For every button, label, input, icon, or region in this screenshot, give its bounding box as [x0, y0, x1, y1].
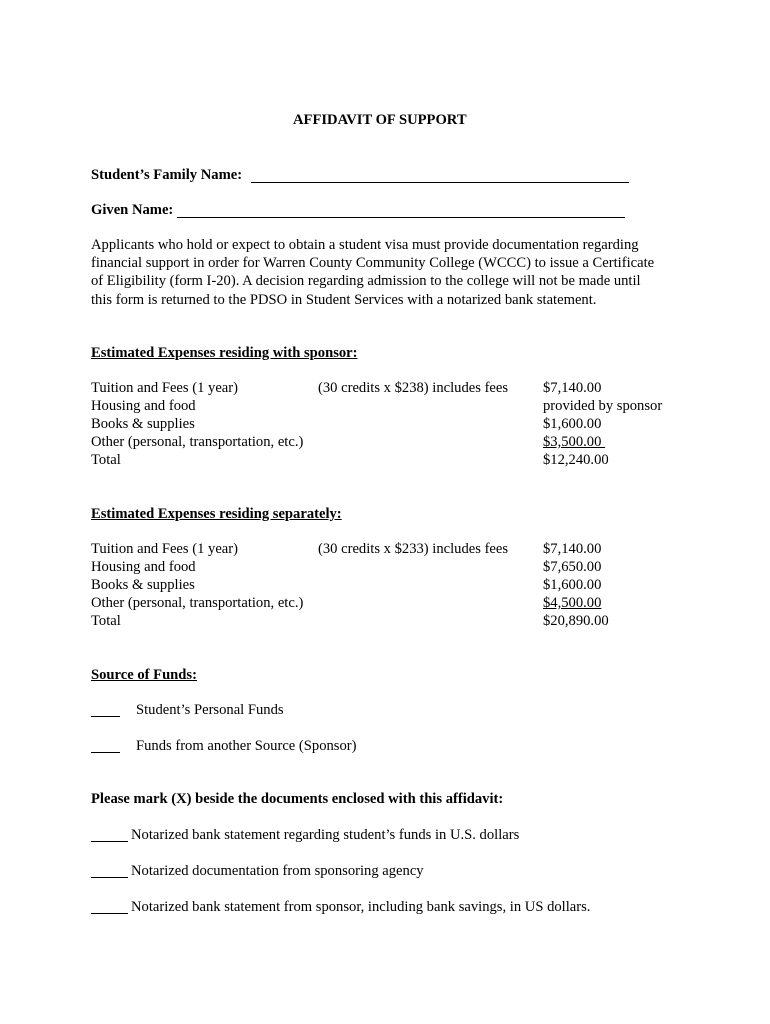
family-name-field[interactable] — [251, 182, 629, 183]
document-mark-field[interactable] — [91, 841, 128, 842]
expense-amount: $4,500.00 — [543, 595, 602, 611]
page-title: AFFIDAVIT OF SUPPORT — [293, 112, 467, 128]
expense-amount: $7,140.00 — [543, 380, 602, 396]
expense-note: (30 credits x $233) includes fees — [318, 541, 509, 557]
expense-amount: $1,600.00 — [543, 416, 602, 432]
intro-line: Applicants who hold or expect to obtain a student visa must provide documentation regarding — [91, 237, 639, 253]
document-item: Notarized bank statement from sponsor, including bank savings, in US dollars. — [131, 899, 591, 915]
family-name-label: Student’s Family Name: — [91, 167, 243, 183]
document-mark-field[interactable] — [91, 913, 128, 914]
expense-item: Total — [91, 452, 121, 468]
expense-item: Tuition and Fees (1 year) — [91, 380, 238, 396]
expense-item: Other (personal, transportation, etc.) — [91, 434, 304, 450]
document-item: Notarized documentation from sponsoring agency — [131, 863, 424, 879]
expense-note: (30 credits x $238) includes fees — [318, 380, 509, 396]
intro-line: of Eligibility (form I-20). A decision regarding admission to the college will not be made until — [91, 273, 641, 290]
intro-paragraph — [91, 236, 691, 309]
separately-heading: Estimated Expenses residing separately: — [91, 506, 342, 522]
expense-item: Tuition and Fees (1 year) — [91, 541, 238, 557]
sponsor-funds-checkbox[interactable] — [91, 752, 120, 753]
expense-amount: provided by sponsor — [543, 398, 663, 414]
source-of-funds-heading: Source of Funds: — [91, 667, 197, 683]
funds-option-label: Student’s Personal Funds — [136, 702, 284, 718]
intro-line: this form is returned to the PDSO in Student Services with a notarized bank statement. — [91, 291, 597, 308]
expense-item: Books & supplies — [91, 416, 195, 432]
expense-amount: $7,140.00 — [543, 541, 602, 557]
expense-item: Housing and food — [91, 559, 196, 575]
expense-total: $12,240.00 — [543, 452, 609, 468]
expense-item: Books & supplies — [91, 577, 195, 593]
personal-funds-checkbox[interactable] — [91, 716, 120, 717]
with-sponsor-heading: Estimated Expenses residing with sponsor: — [91, 345, 358, 361]
expense-item: Total — [91, 613, 121, 629]
document-item: Notarized bank statement regarding student’s funds in U.S. dollars — [131, 827, 520, 843]
expense-amount: $1,600.00 — [543, 577, 602, 593]
expense-item: Other (personal, transportation, etc.) — [91, 595, 304, 611]
expense-total: $20,890.00 — [543, 613, 609, 629]
given-name-field[interactable] — [177, 217, 625, 218]
intro-line: financial support in order for Warren County Community College (WCCC) to issue a Certificate — [91, 255, 655, 272]
expense-amount: $7,650.00 — [543, 559, 602, 575]
given-name-label: Given Name: — [91, 202, 174, 218]
documents-heading: Please mark (X) beside the documents enclosed with this affidavit: — [91, 791, 504, 807]
expense-amount: $3,500.00 — [543, 434, 606, 450]
document-mark-field[interactable] — [91, 877, 128, 878]
expense-item: Housing and food — [91, 398, 196, 414]
funds-option-label: Funds from another Source (Sponsor) — [136, 738, 357, 754]
